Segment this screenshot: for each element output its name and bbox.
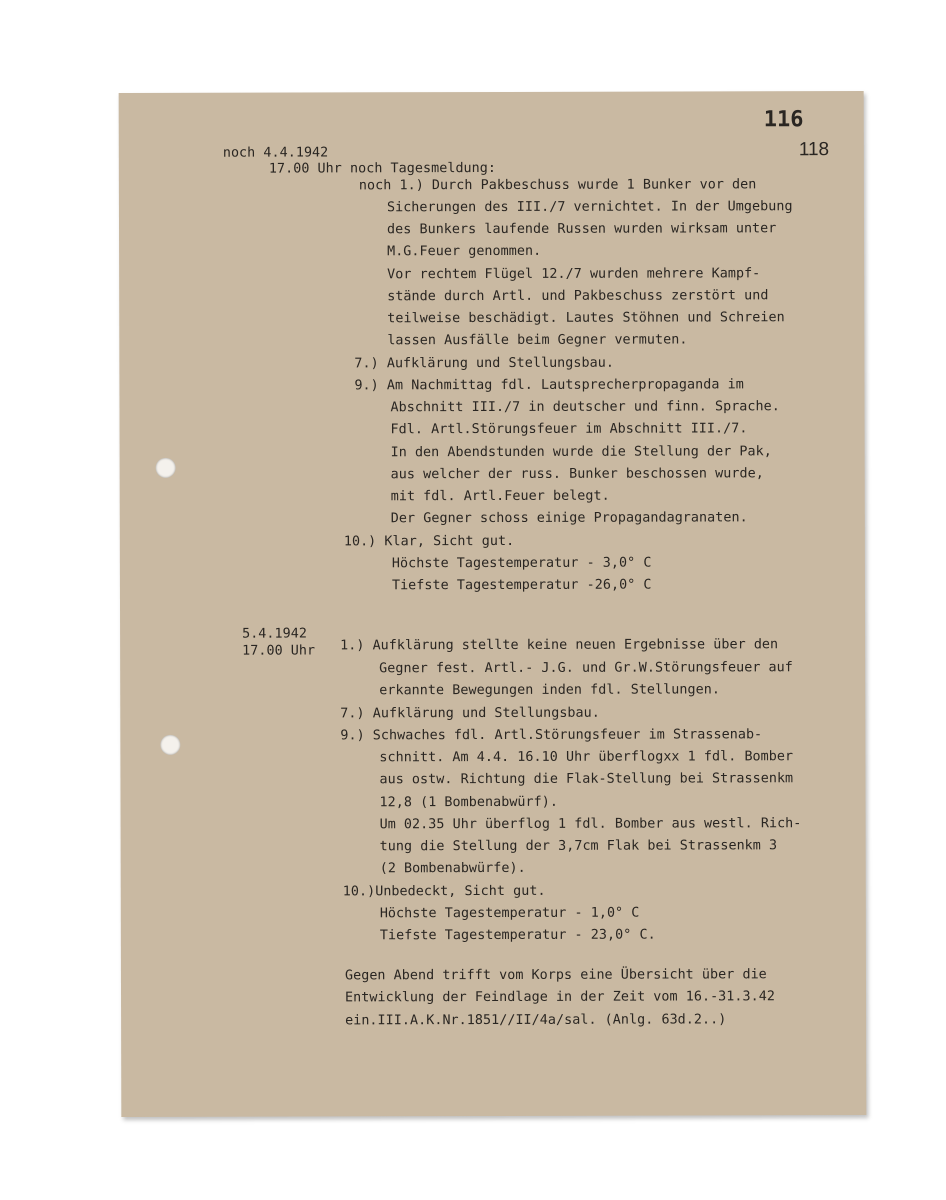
entry-line: tung die Stellung der 3,7cm Flak bei Strassenkm 3 [379, 838, 778, 855]
entry-line: 10.)Unbedeckt, Sicht gut. [342, 883, 546, 900]
entry-line: 7.) Aufklärung und Stellungsbau. [340, 705, 600, 722]
entry-date: 5.4.1942 [242, 626, 308, 642]
entry-line: teilweise beschädigt. Lautes Stöhnen und Schreien [387, 310, 785, 327]
entry-line: 7.) Aufklärung und Stellungsbau. [354, 355, 614, 372]
entry-line: Um 02.35 Uhr überflog 1 fdl. Bomber aus westl. Rich- [379, 816, 802, 833]
entry-line: erkannte Bewegungen inden fdl. Stellungen. [379, 682, 720, 699]
entry-line: Gegner fest. Artl.- J.G. und Gr.W.Störungsfeuer auf [379, 660, 793, 677]
entry-time: 17.00 Uhr [242, 643, 316, 659]
entry-line: Höchste Tagestemperatur - 3,0° C [391, 555, 652, 572]
page-number-stamp: 116 [763, 107, 804, 133]
entry-line: Vor rechtem Flügel 12./7 wurden mehrere Kampf- [387, 266, 761, 283]
entry-line: 1.) Aufklärung stellte keine neuen Ergebnisse über den [340, 637, 779, 654]
entry-line: Der Gegner schoss einige Propagandagranaten. [390, 510, 748, 527]
entry-line: 10.) Klar, Sicht gut. [343, 533, 515, 550]
entry-line: Abschnitt III./7 in deutscher und finn. Sprache. [390, 399, 780, 416]
entry-line: Tiefste Tagestemperatur -26,0° C [391, 577, 652, 594]
entry-line: 9.) Schwaches fdl. Artl.Störungsfeuer im Strassenab- [340, 727, 763, 744]
entry-line: (2 Bombenabwürfe). [379, 860, 526, 877]
entry-line: aus welcher der russ. Bunker beschossen wurde, [390, 466, 764, 483]
closing-line: Entwicklung der Feindlage in der Zeit vom 16.-31.3.42 [345, 989, 775, 1006]
entry-line: Fdl. Artl.Störungsfeuer im Abschnitt III./7. [390, 421, 748, 438]
entry-line: Sicherungen des III./7 vernichtet. In der Umgebung [386, 199, 793, 216]
entry-date: noch 4.4.1942 [222, 145, 329, 161]
entry-time: 17.00 Uhr noch Tagesmeldung: [268, 160, 497, 177]
closing-line: ein.III.A.K.Nr.1851//II/4a/sal. (Anlg. 63d.2..) [345, 1012, 727, 1029]
entry-line: noch 1.) Durch Pakbeschuss wurde 1 Bunker vor den [358, 177, 757, 194]
punch-hole-top [156, 458, 176, 478]
document-page [119, 91, 867, 1117]
entry-line: Höchste Tagestemperatur - 1,0° C [379, 905, 640, 922]
closing-line: Gegen Abend trifft vom Korps eine Übersicht über die [344, 967, 767, 984]
entry-line: lassen Ausfälle beim Gegner vermuten. [387, 332, 688, 349]
entry-line: schnitt. Am 4.4. 16.10 Uhr überflogxx 1 fdl. Bomber [379, 749, 794, 766]
entry-line: 9.) Am Nachmittag fdl. Lautsprecherpropaganda im [354, 377, 744, 394]
entry-line: aus ostw. Richtung die Flak-Stellung bei Strassenkm [379, 771, 794, 788]
punch-hole-bottom [160, 735, 180, 755]
entry-line: stände durch Artl. und Pakbeschuss zerstört und [387, 288, 769, 305]
entry-line: M.G.Feuer genommen. [387, 243, 542, 260]
entry-line: mit fdl. Artl.Feuer belegt. [390, 488, 610, 505]
page-number-folio: 118 [798, 139, 830, 161]
entry-line: 12,8 (1 Bombenabwürf). [379, 794, 559, 811]
entry-line: In den Abendstunden wurde die Stellung der Pak, [390, 444, 772, 461]
entry-line: Tiefste Tagestemperatur - 23,0° C. [379, 927, 656, 944]
entry-line: des Bunkers laufende Russen wurden wirksam unter [387, 221, 777, 238]
